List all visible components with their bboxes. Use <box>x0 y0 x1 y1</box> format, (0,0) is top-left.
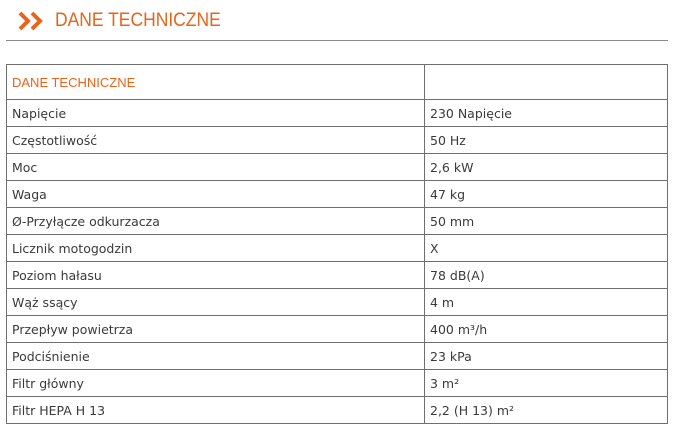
spec-value: 2,2 (H 13) m² <box>425 397 668 424</box>
spec-value: 4 m <box>425 289 668 316</box>
spec-label: Filtr HEPA H 13 <box>7 397 425 424</box>
spec-value: 50 mm <box>425 208 668 235</box>
spec-value: 78 dB(A) <box>425 262 668 289</box>
spec-label: Wąż ssący <box>7 289 425 316</box>
spec-label: Waga <box>7 181 425 208</box>
spec-value: 2,6 kW <box>425 154 668 181</box>
table-header-row <box>7 65 668 100</box>
spec-value: 47 kg <box>425 181 668 208</box>
specs-table <box>6 64 668 424</box>
table-heading-value <box>425 65 668 100</box>
table-row <box>7 370 668 397</box>
spec-label: Poziom hałasu <box>7 262 425 289</box>
heading-divider <box>6 40 668 41</box>
table-row <box>7 154 668 181</box>
double-chevron-right-icon <box>17 11 47 31</box>
table-row <box>7 316 668 343</box>
spec-label: Moc <box>7 154 425 181</box>
spec-label: Ø-Przyłącze odkurzacza <box>7 208 425 235</box>
spec-label: Podciśnienie <box>7 343 425 370</box>
spec-label: Licznik motogodzin <box>7 235 425 262</box>
spec-label: Częstotliwość <box>7 127 425 154</box>
table-row <box>7 235 668 262</box>
table-row <box>7 127 668 154</box>
table-row <box>7 181 668 208</box>
table-heading: DANE TECHNICZNE <box>7 65 425 100</box>
spec-value: 50 Hz <box>425 127 668 154</box>
table-row <box>7 208 668 235</box>
table-row <box>7 100 668 127</box>
table-row <box>7 343 668 370</box>
spec-value: 230 Napięcie <box>425 100 668 127</box>
spec-label: Filtr główny <box>7 370 425 397</box>
page-title: DANE TECHNICZNE <box>55 10 221 31</box>
section-heading <box>17 9 235 33</box>
table-row <box>7 262 668 289</box>
spec-value: 23 kPa <box>425 343 668 370</box>
spec-value: X <box>425 235 668 262</box>
spec-label: Przepływ powietrza <box>7 316 425 343</box>
spec-value: 3 m² <box>425 370 668 397</box>
table-row <box>7 397 668 424</box>
spec-value: 400 m³/h <box>425 316 668 343</box>
spec-label: Napięcie <box>7 100 425 127</box>
table-row <box>7 289 668 316</box>
